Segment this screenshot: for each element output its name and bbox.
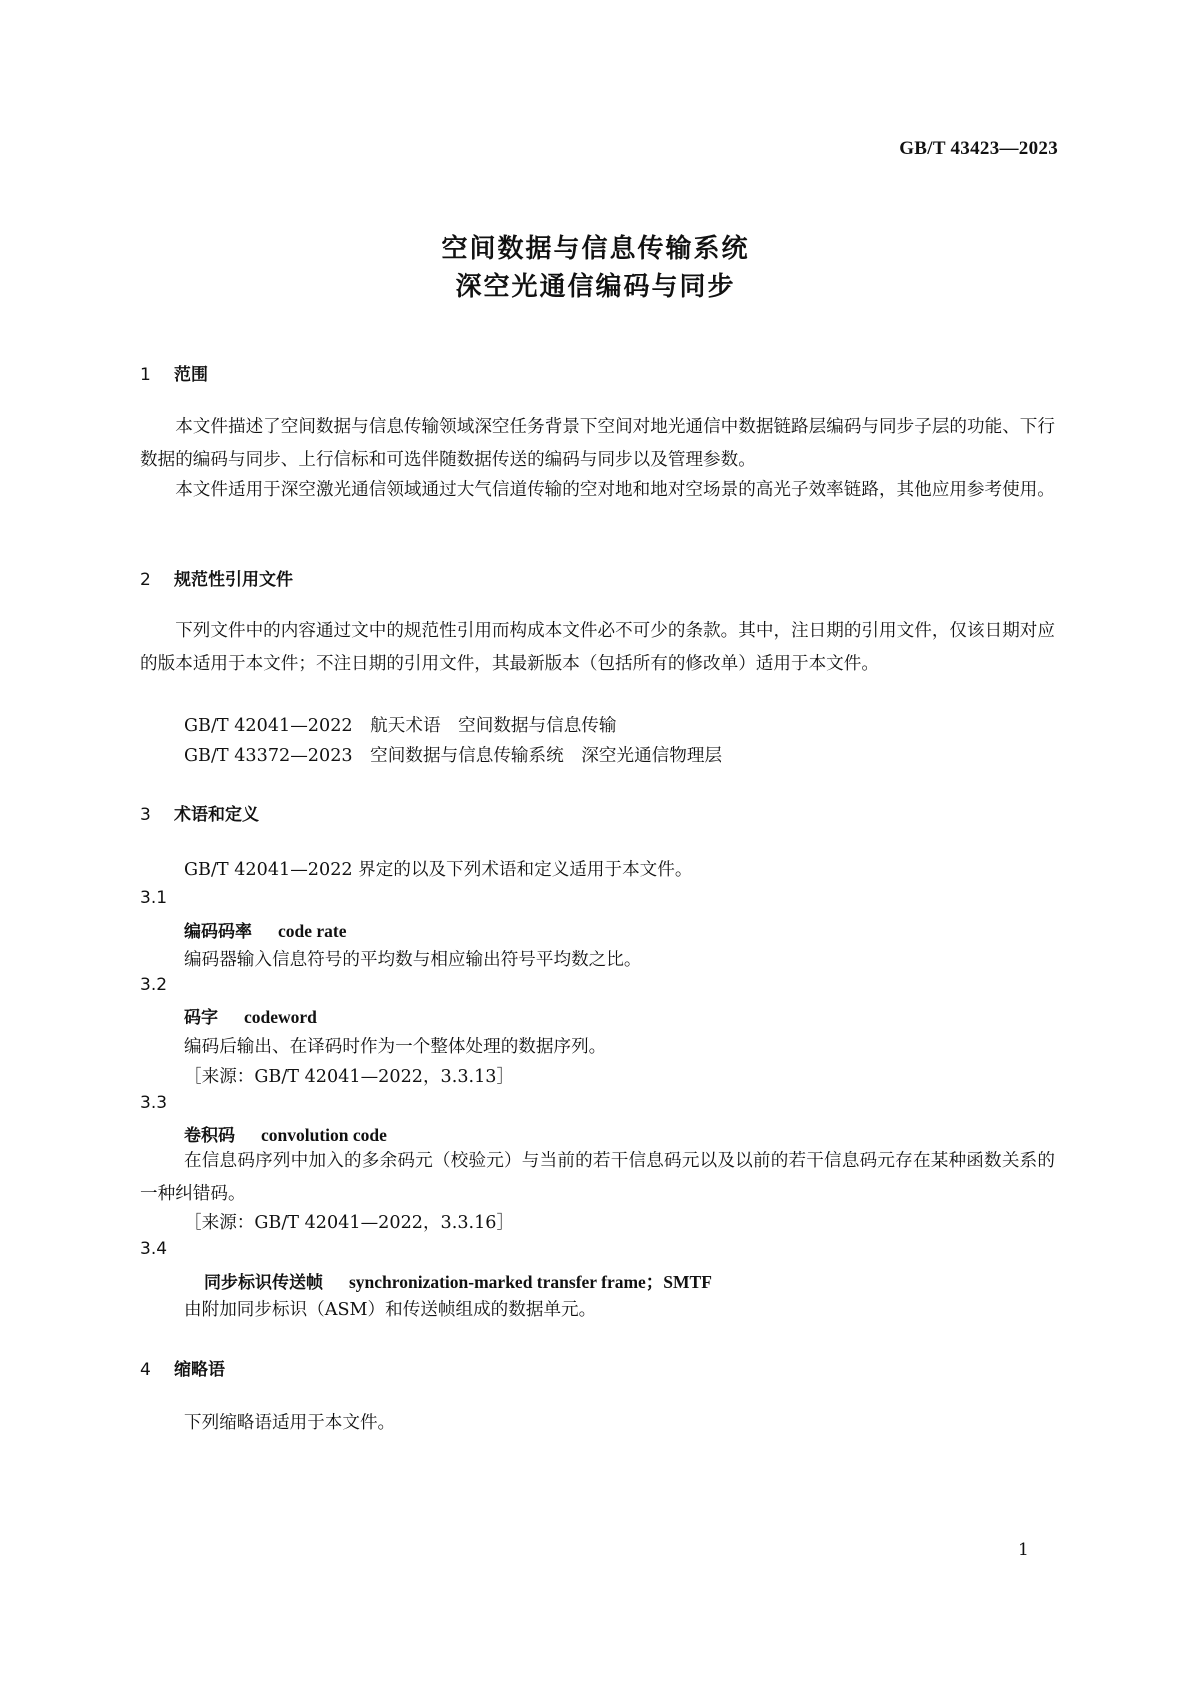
term-heading: [184, 1121, 387, 1146]
reference-item-1: GB/T 42041—2022 航天术语 空间数据与信息传输: [184, 716, 617, 736]
page-number: 1: [1018, 1540, 1029, 1560]
term-chinese: 码字: [184, 1008, 218, 1028]
term-definition: 在信息码序列中加入的多余码元（校验元）与当前的若干信息码元以及以前的若干信息码元存在某种函数关系的一种纠错码。: [140, 1151, 1055, 1204]
document-title-line-1: 空间数据与信息传输系统: [441, 234, 750, 264]
section-title: 缩略语: [174, 1360, 225, 1380]
term-english: codeword: [244, 1007, 317, 1027]
document-title-line-2: 深空光通信编码与同步: [455, 272, 736, 302]
terms-intro: GB/T 42041—2022 界定的以及下列术语和定义适用于本文件。: [184, 860, 693, 880]
section-number: 1: [140, 365, 151, 385]
reference-item-2: GB/T 43372—2023 空间数据与信息传输系统 深空光通信物理层: [184, 746, 723, 766]
section-2-heading: [140, 565, 293, 590]
term-chinese: 同步标识传送帧: [204, 1273, 323, 1293]
term-definition: 编码器输入信息符号的平均数与相应输出符号平均数之比。: [184, 950, 642, 970]
section-title: 范围: [174, 365, 208, 385]
term-chinese: 卷积码: [184, 1126, 235, 1146]
term-heading: [184, 917, 347, 942]
section-title: 规范性引用文件: [174, 570, 293, 590]
term-number: 3.3: [140, 1093, 168, 1113]
term-number: 3.2: [140, 975, 168, 995]
scope-paragraph-2: 本文件适用于深空激光通信领域通过大气信道传输的空对地和地对空场景的高光子效率链路，其他应用参考使用。: [175, 480, 1055, 500]
term-definition: 编码后输出、在译码时作为一个整体处理的数据序列。: [184, 1037, 607, 1057]
term-english: convolution code: [261, 1125, 387, 1145]
term-definition: 由附加同步标识（ASM）和传送帧组成的数据单元。: [184, 1300, 597, 1320]
term-source: ［来源：GB/T 42041—2022，3.3.13］: [184, 1067, 515, 1087]
term-english: synchronization-marked transfer frame；SMTF: [349, 1272, 712, 1292]
scope-paragraph-1: 本文件描述了空间数据与信息传输领域深空任务背景下空间对地光通信中数据链路层编码与同步子层的功能、下行数据的编码与同步、上行信标和可选伴随数据传送的编码与同步以及管理参数。: [140, 417, 1055, 470]
standard-number: GB/T 43423—2023: [899, 138, 1058, 159]
normative-references-intro: 下列文件中的内容通过文中的规范性引用而构成本文件必不可少的条款。其中，注日期的引用文件，仅该日期对应的版本适用于本文件；不注日期的引用文件，其最新版本（包括所有的修改单）适用于本文件。: [140, 621, 1055, 674]
term-number: 3.4: [140, 1239, 168, 1259]
section-1-heading: [140, 360, 208, 385]
term-english: code rate: [278, 921, 347, 941]
section-4-heading: [140, 1355, 225, 1380]
term-heading: [184, 1003, 317, 1028]
section-number: 3: [140, 805, 151, 825]
section-title: 术语和定义: [174, 805, 259, 825]
term-source: ［来源：GB/T 42041—2022，3.3.16］: [184, 1213, 515, 1233]
abbreviations-intro: 下列缩略语适用于本文件。: [184, 1413, 396, 1433]
section-number: 2: [140, 570, 151, 590]
section-number: 4: [140, 1360, 151, 1380]
term-number: 3.1: [140, 888, 168, 908]
term-chinese: 编码码率: [184, 922, 252, 942]
section-3-heading: [140, 800, 259, 825]
term-heading: [204, 1268, 712, 1294]
